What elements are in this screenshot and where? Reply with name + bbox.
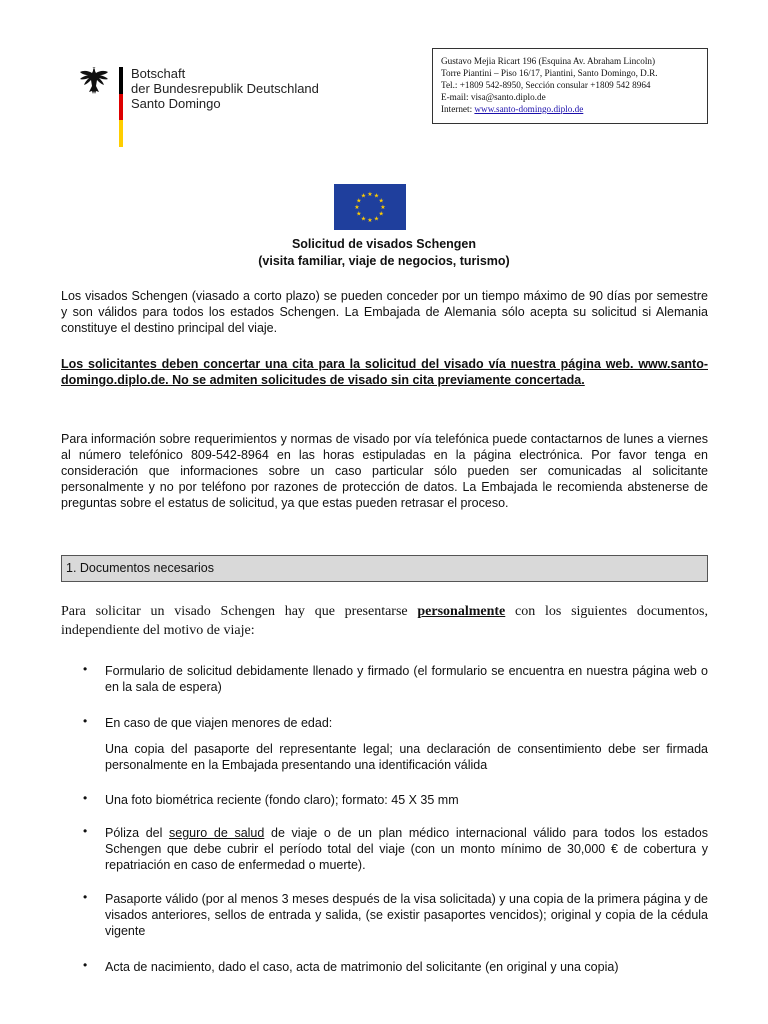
svg-text:★: ★ <box>356 210 362 218</box>
bullet-icon: • <box>83 662 88 676</box>
page-subtitle: (visita familiar, viaje de negocios, turismo) <box>258 254 510 268</box>
documents-lead-paragraph: Para solicitar un visado Schengen hay que presentarse personalmente con los siguientes documentos, independiente del motivo de viaje: <box>61 604 708 638</box>
svg-text:★: ★ <box>354 204 360 211</box>
bullet-icon: • <box>83 791 88 805</box>
svg-text:★: ★ <box>378 210 384 218</box>
svg-text:★: ★ <box>367 217 373 224</box>
page-title: Solicitud de visados Schengen <box>291 237 477 251</box>
eu-flag-icon <box>334 184 406 230</box>
svg-text:★: ★ <box>373 192 380 200</box>
insurance-link[interactable]: seguro de salud <box>169 826 265 840</box>
list-item-insurance: Póliza del seguro de salud de viaje o de un plan médico internacional válido para todos los estados Schengen que debe cubrir el período total del viaje (con un monto mínimo de 30,000 € de cobertura y repatriación en caso de enfermedad o muerte). <box>105 826 708 872</box>
section-heading-documents: 1. Documentos necesarios <box>61 555 708 582</box>
svg-text:★: ★ <box>360 215 367 223</box>
address-box: Gustavo Mejia Ricart 196 (Esquina Av. Abraham Lincoln) Torre Piantini – Piso 16/17, Piantini, Santo Domingo, D.R. Tel.: +1809 542-8950, Sección consular +1809 542 8964 E-mail: visa@santo.diplo.de Internet: www.santo-domingo.diplo.de <box>432 48 708 124</box>
list-item-detail: Una copia del pasaporte del representante legal; una declaración de consentimiento debe ser firmada personalmente en la Embajada presentando una identificación válida <box>105 742 708 772</box>
svg-text:★: ★ <box>380 204 386 211</box>
list-item: En caso de que viajen menores de edad: <box>105 716 333 730</box>
svg-text:★: ★ <box>373 215 380 223</box>
federal-eagle-icon <box>78 64 114 100</box>
list-item: Una foto biométrica reciente (fondo claro); formato: 45 X 35 mm <box>105 793 459 807</box>
list-item: Formulario de solicitud debidamente llenado y firmado (el formulario se encuentra en nuestra página web o en la sala de espera) <box>105 664 708 694</box>
phone-info-paragraph: Para información sobre requerimientos y normas de visado por vía telefónica puede contactarnos de lunes a viernes al número telefónico 809-542-8964 en las horas estipuladas en la página electrónica. Por favor tenga en consideración que informaciones sobre un caso particular sólo pueden ser comunicadas al solicitante personalmente y no por teléfono por razones de protección de datos. La Embajada le recomienda abstenerse de preguntas sobre el estatus de solicitud, ya que estas pueden retrasar el proceso. <box>61 432 708 510</box>
bullet-icon: • <box>83 958 88 972</box>
appointment-notice: Los solicitantes deben concertar una cita para la solicitud del visado vía nuestra página web. www.santo-domingo.diplo.de. No se admiten solicitudes de visado sin cita previamente concertada. <box>61 357 708 387</box>
embassy-name: Botschaft der Bundesrepublik Deutschland Santo Domingo <box>131 66 319 111</box>
svg-text:★: ★ <box>360 192 367 200</box>
list-item: Pasaporte válido (por al menos 3 meses después de la visa solicitada) y una copia de la primera página y de visados anteriores, sellos de entrada y salida, (se existir pasaportes vencidos); original y copia de la cédula vigente <box>105 892 708 938</box>
svg-text:★: ★ <box>367 191 373 198</box>
intro-paragraph: Los visados Schengen (viasado a corto plazo) se pueden conceder por un tiempo máximo de 90 días por semestre y son válidos para todos los estados Schengen. La Embajada de Alemania sólo acepta su solicitud si Alemania constituye el destino principal del viaje. <box>61 289 708 335</box>
bullet-icon: • <box>83 714 88 728</box>
svg-text:★: ★ <box>378 197 384 205</box>
bullet-icon: • <box>83 824 88 838</box>
german-flag-stripe <box>119 67 123 147</box>
svg-text:★: ★ <box>356 197 362 205</box>
bullet-icon: • <box>83 890 88 904</box>
list-item: Acta de nacimiento, dado el caso, acta de matrimonio del solicitante (en original y una copia) <box>105 960 619 974</box>
website-link[interactable]: www.santo-domingo.diplo.de <box>474 104 584 114</box>
